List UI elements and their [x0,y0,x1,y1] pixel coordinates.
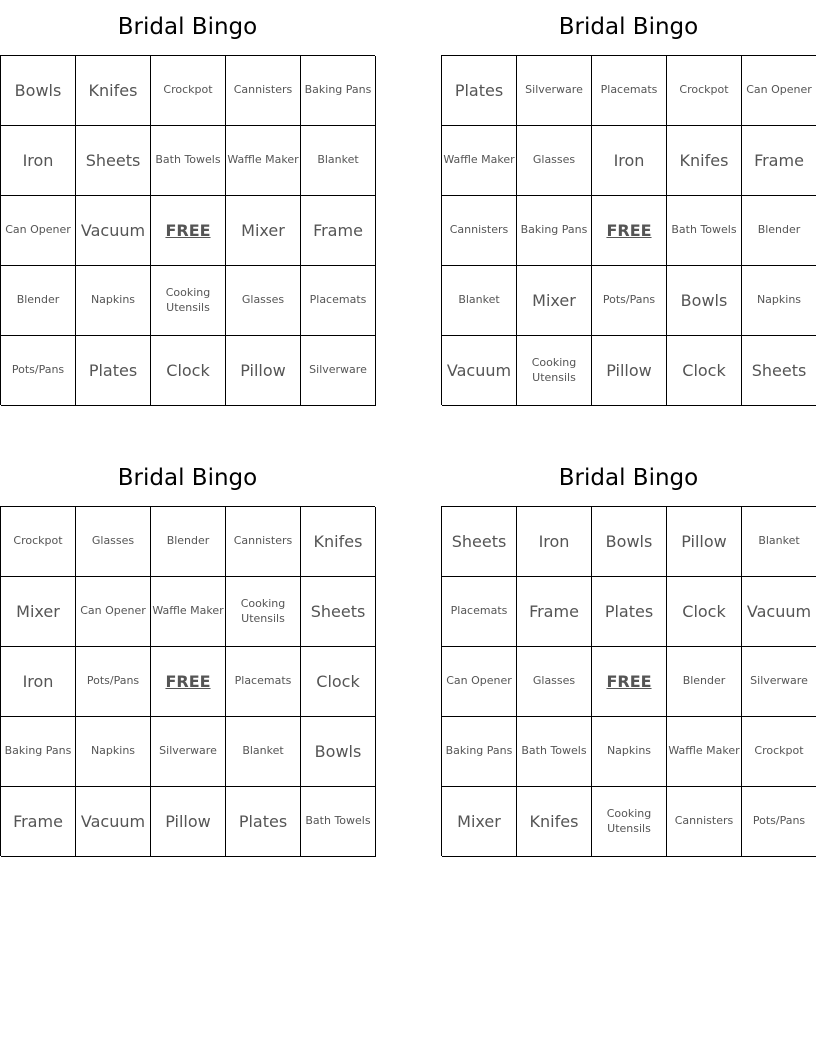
bingo-cell: Sheets [742,336,816,406]
bingo-cell: Sheets [76,126,151,196]
bingo-cell: Frame [301,196,376,266]
bingo-cell: Placemats [226,647,301,717]
bingo-grid [0,506,375,856]
bingo-cell: Mixer [517,266,592,336]
bingo-cell: Mixer [442,787,517,857]
bingo-cell: Bowls [592,507,667,577]
bingo-cell: Vacuum [742,577,816,647]
bingo-cell: Vacuum [442,336,517,406]
bingo-cell: Pots/Pans [592,266,667,336]
bingo-cell: Iron [1,126,76,196]
bingo-cell: Mixer [1,577,76,647]
bingo-cell: Pots/Pans [76,647,151,717]
bingo-cell: Napkins [76,717,151,787]
bingo-cell: Mixer [226,196,301,266]
bingo-cell: Cannisters [667,787,742,857]
bingo-cell: Frame [742,126,816,196]
card-title: Bridal Bingo [558,14,699,40]
bingo-cell: Silverware [742,647,816,717]
bingo-cell: Plates [442,56,517,126]
bingo-cell: Iron [1,647,76,717]
bingo-cell: Iron [517,507,592,577]
bingo-cell: Blender [742,196,816,266]
bingo-cell: Glasses [76,507,151,577]
bingo-cell: Pillow [151,787,226,857]
bingo-cell: Glasses [517,126,592,196]
bingo-cell: Knifes [667,126,742,196]
bingo-cell: Placemats [442,577,517,647]
bingo-cell: Bowls [301,717,376,787]
bingo-cell: Blanket [442,266,517,336]
bingo-cell: Can Opener [742,56,816,126]
bingo-cell: Silverware [517,56,592,126]
bingo-grid [441,506,816,856]
bingo-cell: Cannisters [226,507,301,577]
bingo-cell: Plates [592,577,667,647]
bingo-cell: Glasses [517,647,592,717]
bingo-cell: Bath Towels [301,787,376,857]
bingo-cell: Blender [151,507,226,577]
bingo-cell: Crockpot [151,56,226,126]
bingo-cell: Frame [1,787,76,857]
bingo-cell: Blanket [301,126,376,196]
bingo-cell: Crockpot [742,717,816,787]
bingo-cell: Cooking Utensils [151,266,226,336]
bingo-cell: Bath Towels [517,717,592,787]
bingo-cell: Waffle Maker [226,126,301,196]
free-space-cell: FREE [151,647,226,717]
bingo-cell: Baking Pans [442,717,517,787]
bingo-cell: Glasses [226,266,301,336]
bingo-cell: Can Opener [76,577,151,647]
bingo-cell: Pots/Pans [742,787,816,857]
bingo-cell: Crockpot [1,507,76,577]
bingo-cell: Pillow [667,507,742,577]
bingo-cell: Bowls [1,56,76,126]
bingo-card [0,461,375,856]
bingo-cell: Knifes [301,507,376,577]
bingo-card [0,10,375,405]
bingo-cell: Waffle Maker [442,126,517,196]
bingo-cell: Blanket [226,717,301,787]
bingo-cell: Sheets [442,507,517,577]
bingo-cell: Knifes [517,787,592,857]
bingo-cell: Clock [667,336,742,406]
bingo-cell: Blender [667,647,742,717]
bingo-cell: Clock [151,336,226,406]
bingo-card [441,10,816,405]
bingo-cell: Iron [592,126,667,196]
free-space-cell: FREE [592,647,667,717]
bingo-cell: Bath Towels [667,196,742,266]
bingo-cell: Waffle Maker [151,577,226,647]
bingo-cell: Pillow [592,336,667,406]
bingo-cell: Waffle Maker [667,717,742,787]
bingo-cell: Cannisters [226,56,301,126]
card-title: Bridal Bingo [117,14,258,40]
card-title: Bridal Bingo [558,465,699,491]
bingo-cell: Baking Pans [1,717,76,787]
free-space-cell: FREE [592,196,667,266]
free-space-cell: FREE [151,196,226,266]
bingo-cell: Can Opener [1,196,76,266]
bingo-cell: Napkins [76,266,151,336]
bingo-cell: Napkins [592,717,667,787]
bingo-cell: Bath Towels [151,126,226,196]
bingo-cell: Clock [301,647,376,717]
bingo-cell: Cooking Utensils [226,577,301,647]
bingo-cell: Cooking Utensils [517,336,592,406]
bingo-cell: Cooking Utensils [592,787,667,857]
bingo-cell: Knifes [76,56,151,126]
bingo-cell: Silverware [301,336,376,406]
bingo-grid [441,55,816,405]
bingo-cell: Vacuum [76,196,151,266]
bingo-cell: Napkins [742,266,816,336]
bingo-cell: Bowls [667,266,742,336]
bingo-cell: Sheets [301,577,376,647]
bingo-cell: Crockpot [667,56,742,126]
bingo-cell: Baking Pans [517,196,592,266]
bingo-cell: Vacuum [76,787,151,857]
bingo-cell: Baking Pans [301,56,376,126]
bingo-cell: Blanket [742,507,816,577]
bingo-cell: Clock [667,577,742,647]
bingo-cell: Silverware [151,717,226,787]
bingo-grid [0,55,375,405]
bingo-cell: Frame [517,577,592,647]
bingo-cell: Placemats [301,266,376,336]
bingo-cell: Plates [76,336,151,406]
bingo-cell: Can Opener [442,647,517,717]
bingo-cell: Cannisters [442,196,517,266]
bingo-cell: Pillow [226,336,301,406]
card-title: Bridal Bingo [117,465,258,491]
bingo-cell: Plates [226,787,301,857]
bingo-card [441,461,816,856]
bingo-cell: Placemats [592,56,667,126]
bingo-cell: Pots/Pans [1,336,76,406]
bingo-cell: Blender [1,266,76,336]
